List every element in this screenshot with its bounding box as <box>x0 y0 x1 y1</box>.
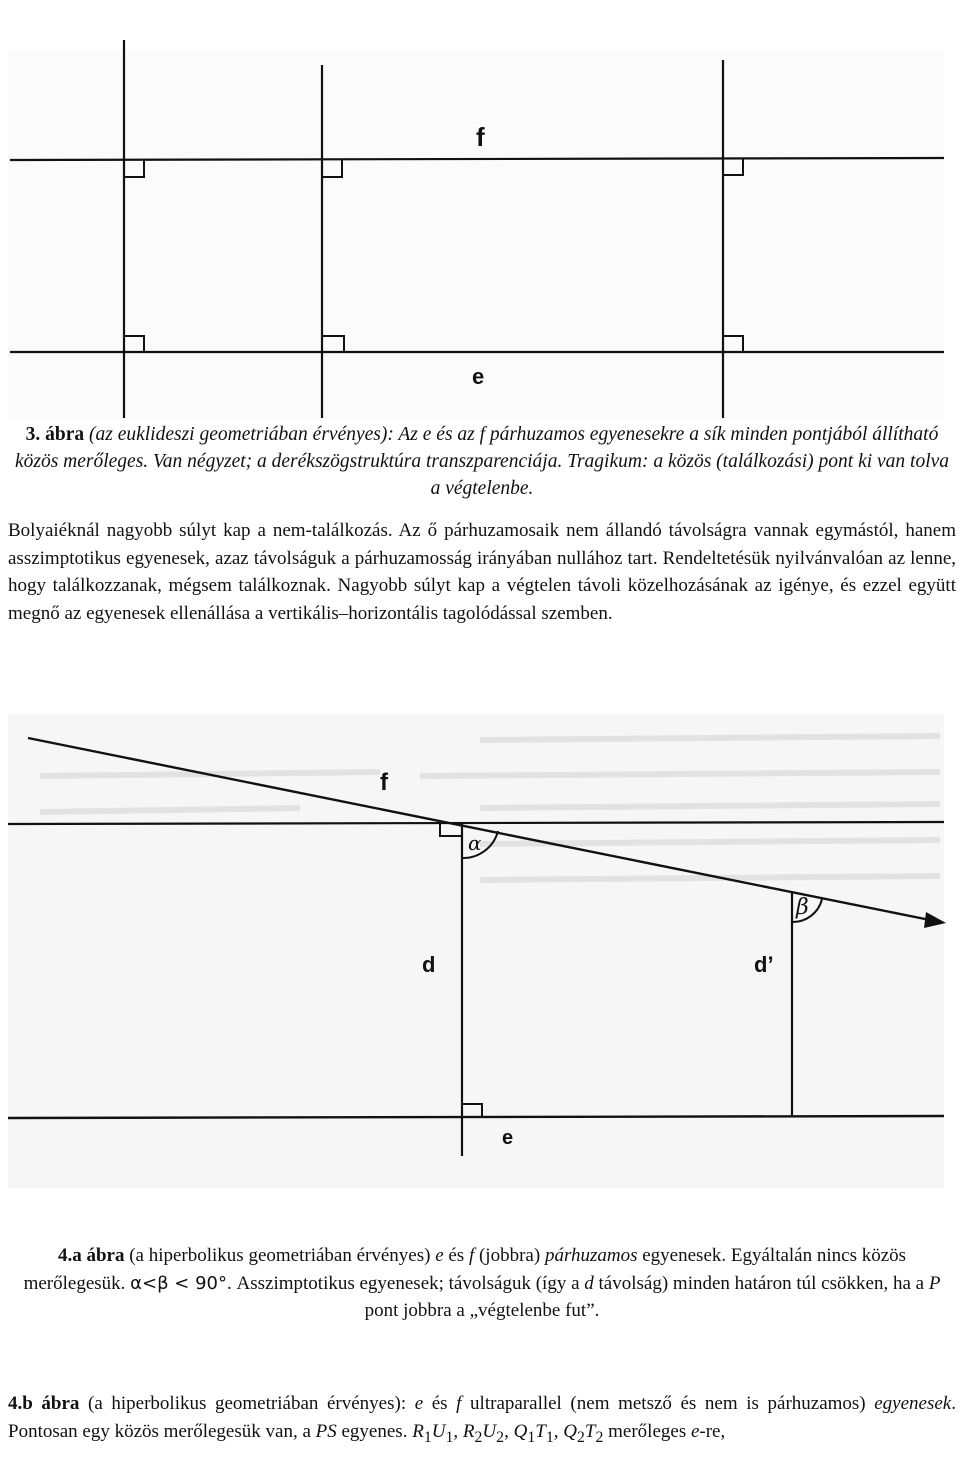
caption-sub: 1 <box>445 1428 454 1446</box>
caption-var: Q <box>563 1420 577 1442</box>
caption-text: , <box>504 1420 514 1442</box>
caption-sub: 2 <box>496 1428 505 1446</box>
caption-text: , <box>453 1420 463 1442</box>
caption-var: f <box>456 1393 462 1414</box>
caption-figure-4a <box>8 1242 956 1325</box>
caption-figure-3 <box>8 421 956 502</box>
caption-sub: 2 <box>474 1428 483 1446</box>
caption-var: e <box>690 1420 700 1442</box>
label-e: e <box>502 1127 514 1149</box>
caption-text: egyenes. <box>336 1420 413 1442</box>
caption-4b-number: 4.b ábra <box>8 1393 80 1414</box>
caption-text: pont jobbra a „végtelenbe fut”. <box>364 1300 600 1321</box>
caption-sub: 2 <box>595 1428 604 1446</box>
label-e: e <box>472 364 485 389</box>
caption-var: U <box>482 1420 497 1442</box>
caption-text: távolság) minden határon túl csökken, ha a <box>593 1272 929 1294</box>
caption-var: e <box>414 1393 424 1414</box>
label-d: d <box>422 952 436 977</box>
caption-sub: 1 <box>545 1428 554 1446</box>
caption-var: R <box>462 1420 475 1442</box>
caption-3-number: 3. ábra <box>25 424 85 445</box>
figure-4a-hyperbolic <box>0 700 960 1190</box>
caption-var: R <box>412 1420 424 1442</box>
caption-text: . Pontosan egy közös merőlegesük van, a <box>8 1393 956 1442</box>
caption-sub: 2 <box>576 1428 585 1446</box>
caption-var: T <box>535 1420 546 1442</box>
caption-text: és <box>443 1245 469 1266</box>
caption-3-text: (az euklideszi geometriában érvényes): Az e és az f párhuzamos egyenesekre a sík minden pontjából állítható közös merőleges. Van négyzet; a derékszögstruktúra transzparenciája. Tragikum: a közös (találkozási) pont ki van tolva a végtelenbe. <box>14 424 950 499</box>
caption-emph: párhuzamos <box>544 1245 638 1266</box>
label-f: f <box>476 122 485 152</box>
caption-var: Q <box>513 1420 528 1442</box>
caption-var: PS <box>315 1420 337 1442</box>
caption-var: e <box>435 1245 444 1266</box>
caption-text: (jobbra) <box>474 1245 545 1266</box>
caption-emph: egyenesek <box>874 1393 952 1414</box>
label-alpha: α <box>468 831 482 855</box>
label-f: f <box>380 769 388 796</box>
caption-sub: 1 <box>527 1428 536 1446</box>
caption-4a-number: 4.a ábra <box>57 1245 125 1266</box>
caption-var: U <box>431 1420 446 1442</box>
caption-text: egyenesek. Egyáltalán nincs közös merőlegesük. <box>23 1245 907 1294</box>
caption-text: (a hiperbolikus geometriában érvényes): <box>79 1393 415 1414</box>
caption-inequality: α<β < 90° <box>130 1272 228 1294</box>
label-d-prime: d’ <box>754 952 774 977</box>
caption-var: T <box>584 1420 596 1442</box>
caption-var: d <box>584 1272 594 1294</box>
label-beta: β <box>796 895 809 920</box>
caption-text: . Asszimptotikus egyenesek; távolságuk (így a <box>227 1272 585 1294</box>
caption-text: ultraparallel (nem metsző és nem is párhuzamos) <box>461 1393 875 1414</box>
body-paragraph: Bolyaiéknál nagyobb súlyt kap a nem-találkozás. Az ő párhuzamosaik nem állandó távolságra vannak egymástól, hanem asszimptotikus egyenesek, azaz távolságuk a párhuzamosság irányában nullához tart. Rendeltetésük nyilvánvalóan az lenne, hogy találkozzanak, mégsem találkoznak. Nagyobb súlyt kap a végtelen távoli közelhozásának az igénye, és ezzel együtt megnő az egyenesek ellenállása a vertikális–horizontális tagolódással szemben. <box>8 520 956 624</box>
caption-text: -re, <box>699 1420 726 1442</box>
caption-sub: 1 <box>423 1428 432 1446</box>
caption-text: (a hiperbolikus geometriában érvényes) <box>124 1245 436 1266</box>
caption-var: P <box>928 1272 941 1294</box>
caption-text: , <box>553 1420 564 1442</box>
caption-figure-4b <box>8 1390 956 1451</box>
caption-var: f <box>468 1245 475 1266</box>
caption-text: és <box>423 1393 457 1414</box>
caption-text: merőleges <box>603 1420 691 1442</box>
figure-3-euclidean <box>0 0 960 420</box>
